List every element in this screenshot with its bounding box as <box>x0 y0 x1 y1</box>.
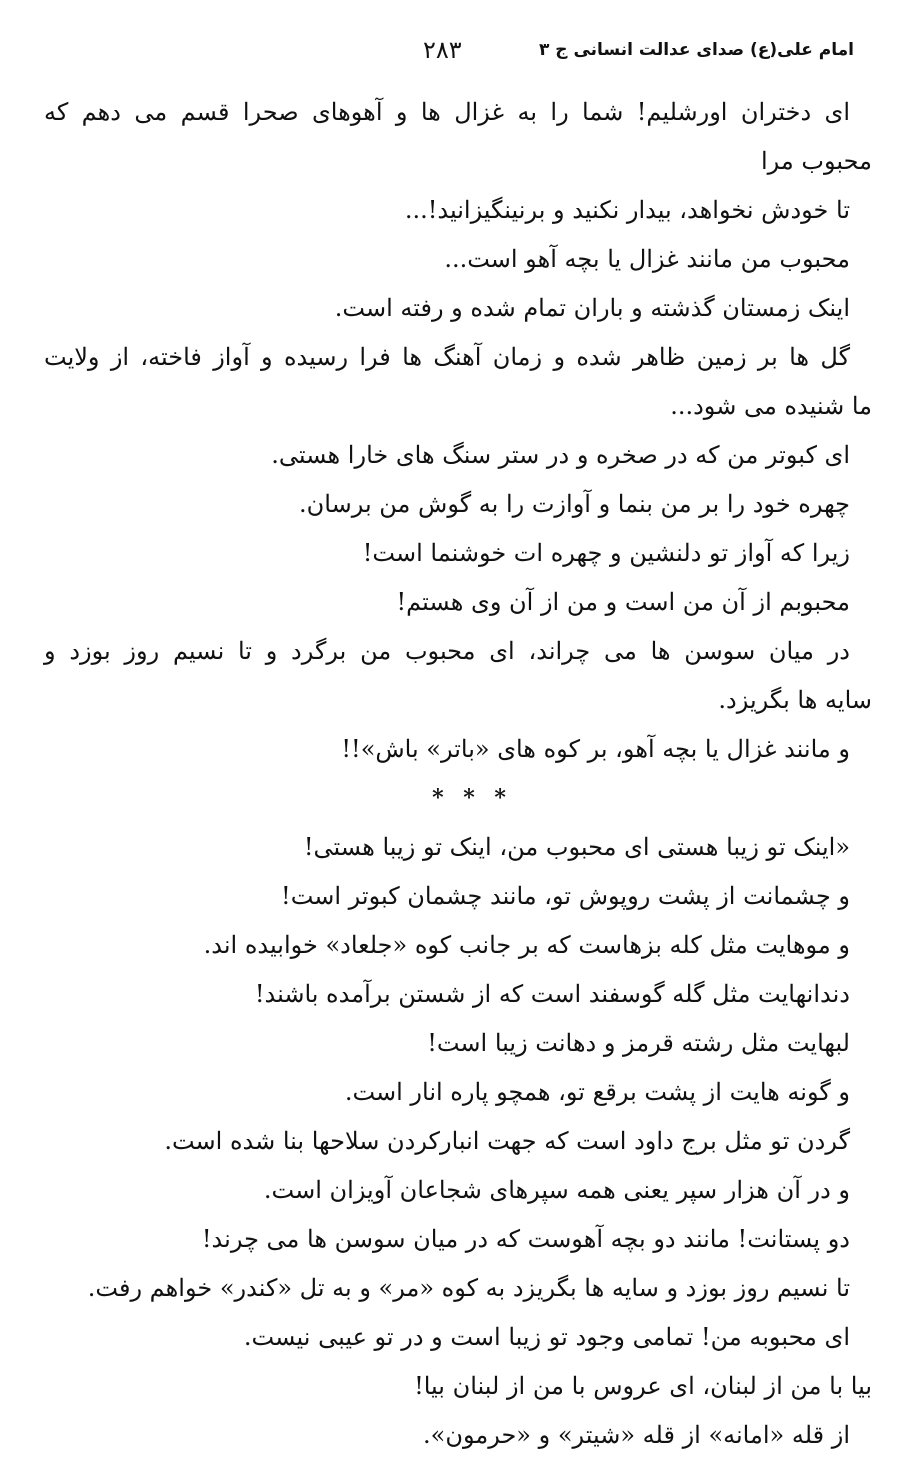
text-line: ای محبوبه من! تمامی وجود تو زیبا است و در تو عیبی نیست. <box>243 1323 850 1351</box>
text-line: دندانهایت مثل گله گوسفند است که از شستن برآمده باشند! <box>254 980 850 1008</box>
text-line: بیا با من از لبنان، ای عروس با من از لبنان بیا! <box>414 1372 872 1400</box>
text-line: ای کبوتر من که در صخره و در ستر سنگ های خارا هستی. <box>271 441 850 469</box>
running-title: امام علی(ع) صدای عدالت انسانی ج ۳ <box>538 40 854 60</box>
text-line: محبوبم از آن من است و من از آن وی هستم! <box>396 588 850 616</box>
text-line: و در آن هزار سپر یعنی همه سپرهای شجاعان آویزان است. <box>263 1176 850 1204</box>
text-line: سایه ها بگریزد. <box>718 686 872 714</box>
text-line: ما شنیده می شود... <box>670 392 872 420</box>
text-line: زیرا که آواز تو دلنشین و چهره ات خوشنما است! <box>362 539 850 567</box>
text-line: و مانند غزال یا بچه آهو، بر کوه های «باتر» باش»!! <box>341 735 850 763</box>
text-line: در میان سوسن ها می چراند، ای محبوب من برگرد و تا نسیم روز بوزد و <box>44 637 850 665</box>
text-line: و گونه هایت از پشت برقع تو، همچو پاره انار است. <box>344 1078 850 1106</box>
page-header <box>40 38 854 78</box>
text-line: ای دختران اورشلیم! شما را به غزال ها و آهوهای صحرا قسم می دهم که <box>44 98 850 126</box>
text-line: و موهایت مثل کله بزهاست که بر جانب کوه «جلعاد» خوابیده اند. <box>203 931 850 959</box>
section-separator: * * * <box>432 785 512 811</box>
text-line: از قله «امانه» از قله «شیتر» و «حرمون». <box>423 1421 850 1449</box>
text-line: تا نسیم روز بوزد و سایه ها بگریزد به کوه «مر» و به تل «کندر» خواهم رفت. <box>87 1274 850 1302</box>
text-line: «اینک تو زیبا هستی ای محبوب من، اینک تو زیبا هستی! <box>303 833 850 861</box>
text-line: لبهایت مثل رشته قرمز و دهانت زیبا است! <box>427 1029 850 1057</box>
text-line: گل ها بر زمین ظاهر شده و زمان آهنگ ها فرا رسیده و آواز فاخته، از ولایت <box>44 343 850 371</box>
poem-text <box>44 88 872 1460</box>
text-line: چهره خود را بر من بنما و آوازت را به گوش من برسان. <box>299 490 850 518</box>
text-line: و چشمانت از پشت روپوش تو، مانند چشمان کبوتر است! <box>281 882 850 910</box>
text-line: محبوب من مانند غزال یا بچه آهو است... <box>444 245 850 273</box>
text-line: دو پستانت! مانند دو بچه آهوست که در میان سوسن ها می چرند! <box>201 1225 850 1253</box>
page-number: ۲۸۳ <box>423 36 462 64</box>
text-line: تا خودش نخواهد، بیدار نکنید و برنینگیزانید!... <box>404 196 850 224</box>
text-line: اینک زمستان گذشته و باران تمام شده و رفته است. <box>334 294 850 322</box>
text-line: محبوب مرا <box>761 147 872 175</box>
text-line: گردن تو مثل برج داود است که جهت انبارکردن سلاحها بنا شده است. <box>164 1127 850 1155</box>
